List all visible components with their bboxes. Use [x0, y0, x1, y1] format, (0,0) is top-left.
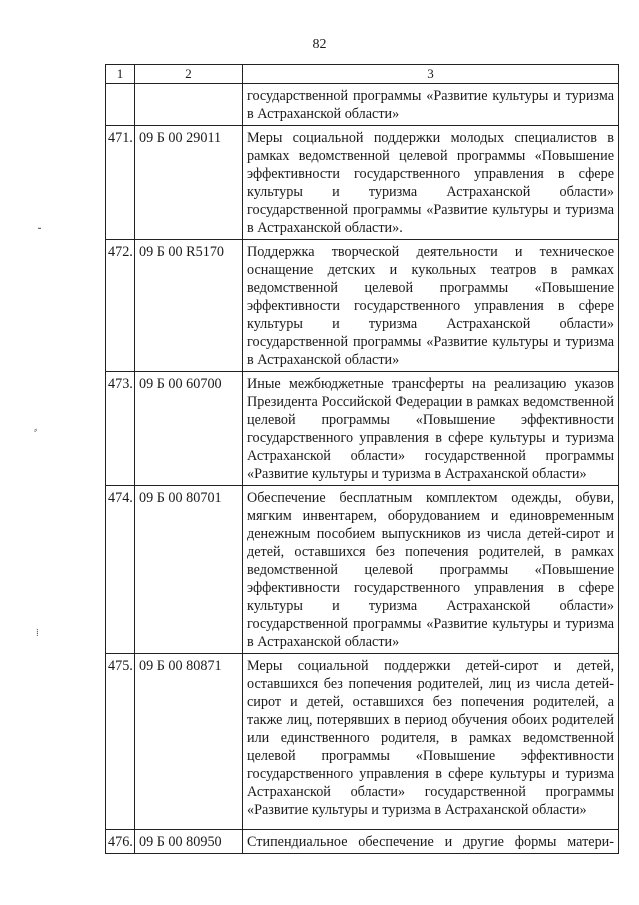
row-description: Поддержка творческой деятельности и техническое оснащение детских и кукольных театров в рамках ведомственной целевой программы «Повышение эффективности государственного управления в сфере культуры и туризма Астраханской области» государственной программы «Развитие культуры и туризма в Астраханской области» [243, 240, 619, 372]
scan-artifact-mark: ⁃ [37, 224, 42, 235]
table-row [106, 126, 619, 240]
table-header-row [106, 65, 619, 84]
column-header: 3 [243, 65, 619, 84]
row-number: 473. [106, 372, 135, 486]
table-row [106, 372, 619, 486]
row-number: 474. [106, 486, 135, 654]
budget-code: 09 Б 00 80871 [135, 654, 243, 830]
budget-codes-table [105, 64, 619, 854]
row-description: Стипендиальное обеспечение и другие формы матери- [243, 830, 619, 854]
page-number: 82 [312, 37, 327, 52]
row-description: государственной программы «Развитие культуры и туризма в Астраханской области» [243, 84, 619, 126]
row-number: 475. [106, 654, 135, 830]
table-row [106, 486, 619, 654]
table-row [106, 654, 619, 830]
row-number: 471. [106, 126, 135, 240]
budget-code: 09 Б 00 R5170 [135, 240, 243, 372]
row-number: 476. [106, 830, 135, 854]
row-description: Меры социальной поддержки детей-сирот и детей, оставшихся без попечения родителей, лиц из числа детей-сирот и детей, оставшихся без попечения родителей, а также лиц, потерявших в период обучения обоих родителей или единственного родителя, в рамках ведомственной целевой программы «Повышение эффективности государственного управления в сфере культуры и туризма Астраханской области» государственной программы «Развитие культуры и туризма в Астраханской области» [243, 654, 619, 830]
budget-code: 09 Б 00 80950 [135, 830, 243, 854]
row-description: Меры социальной поддержки молодых специалистов в рамках ведомственной целевой программы «Повышение эффективности государственного управления в сфере культуры и туризма Астраханской области» государственной программы «Развитие культуры и туризма в Астраханской области». [243, 126, 619, 240]
column-header: 1 [106, 65, 135, 84]
scan-artifact-mark: ⁞ [36, 628, 39, 639]
scan-artifact-mark: ⸗ [34, 425, 38, 436]
table-row-continuation [106, 84, 619, 126]
column-header: 2 [135, 65, 243, 84]
budget-code: 09 Б 00 60700 [135, 372, 243, 486]
row-description: Обеспечение бесплатным комплектом одежды, обуви, мягким инвентарем, оборудованием и единовременным денежным пособием выпускников из числа детей-сирот и детей, оставшихся без попечения родителей, в рамках ведомственной целевой программы «Повышение эффективности государственного управления в сфере культуры и туризма Астраханской области» государственной программы «Развитие культуры и туризма в Астраханской области» [243, 486, 619, 654]
row-number: 472. [106, 240, 135, 372]
row-number [106, 84, 135, 126]
budget-code: 09 Б 00 29011 [135, 126, 243, 240]
budget-code [135, 84, 243, 126]
table-row [106, 830, 619, 854]
budget-code: 09 Б 00 80701 [135, 486, 243, 654]
table-row [106, 240, 619, 372]
row-description: Иные межбюджетные трансферты на реализацию указов Президента Российской Федерации в рамках ведомственной целевой программы «Повышение эффективности государственного управления в сфере культуры и туризма Астраханской области» государственной программы «Развитие культуры и туризма в Астраханской области» [243, 372, 619, 486]
